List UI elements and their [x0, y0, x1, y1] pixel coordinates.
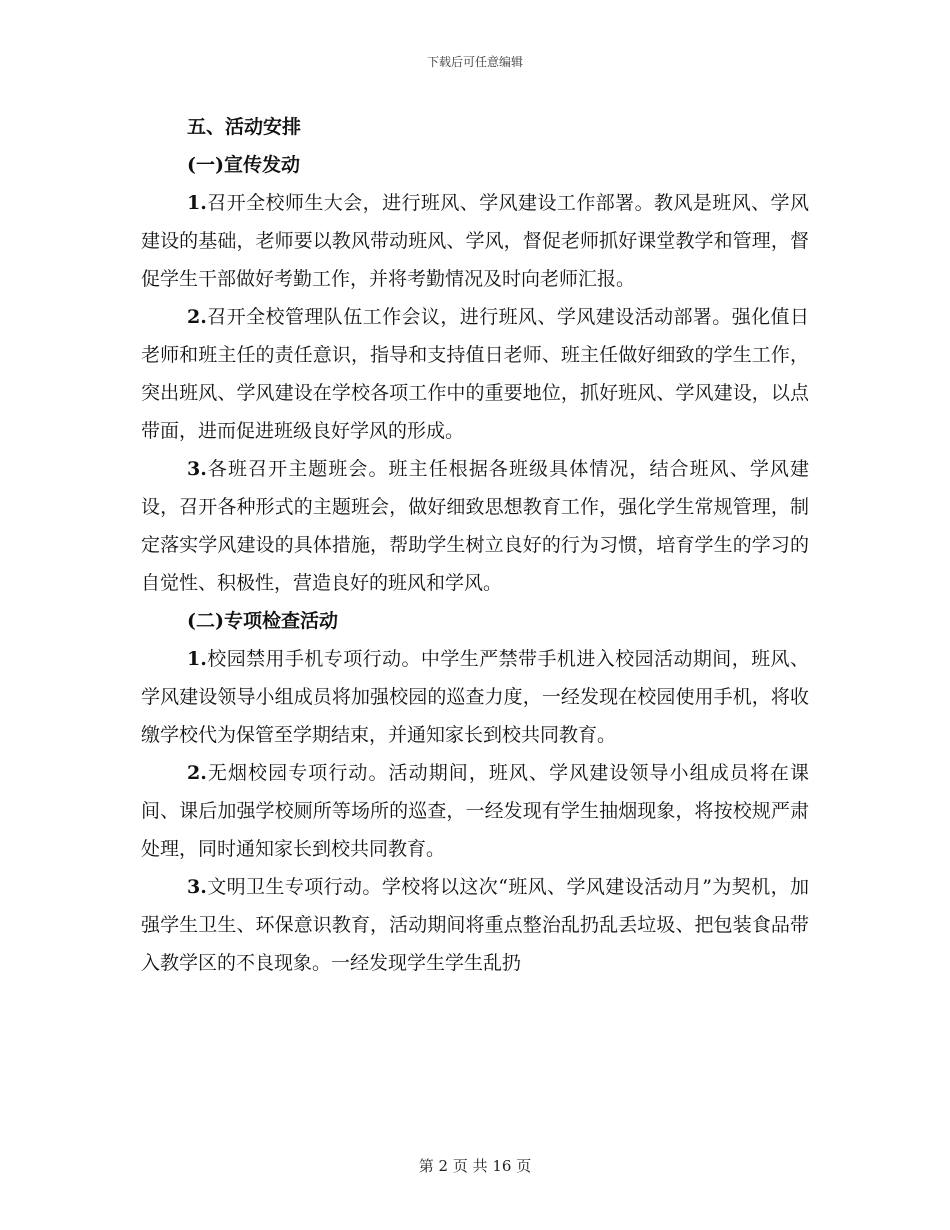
paragraph-1: [141, 184, 809, 298]
section-heading: 五、活动安排: [187, 116, 302, 138]
paragraph-6: [141, 868, 809, 982]
paragraph-2: [141, 298, 809, 450]
item-number: 2.: [187, 762, 207, 784]
paragraph-4: [141, 640, 809, 754]
item-number: 3.: [187, 458, 207, 480]
paragraph-text: 各班召开主题班会。班主任根据各班级具体情况，结合班风、学风建设，召开各种形式的主题班会，做好细致思想教育工作，强化学生常规管理，制定落实学风建设的具体措施，帮助学生树立良好的行为习惯，培育学生的学习的自觉性、积极性，营造良好的班风和学风。: [141, 458, 809, 594]
paragraph-text: 校园禁用手机专项行动。中学生严禁带手机进入校园活动期间，班风、学风建设领导小组成员将加强校园的巡查力度，一经发现在校园使用手机，将收缴学校代为保管至学期结束，并通知家长到校共同教育。: [141, 648, 809, 746]
item-number: 2.: [187, 306, 207, 328]
page-header: 下载后可任意编辑: [426, 55, 523, 69]
subsection-heading-1: (一)宣传发动: [187, 154, 300, 176]
paragraph-3: [141, 450, 809, 602]
paragraph-text: 文明卫生专项行动。学校将以这次“班风、学风建设活动月”为契机，加强学生卫生、环保意识教育，活动期间将重点整治乱扔乱丢垃圾、把包装食品带入教学区的不良现象。一经发现学生学生乱扔: [141, 876, 809, 974]
item-number: 1.: [187, 192, 207, 214]
paragraph-text: 召开全校管理队伍工作会议，进行班风、学风建设活动部署。强化值日老师和班主任的责任意识，指导和支持值日老师、班主任做好细致的学生工作，突出班风、学风建设在学校各项工作中的重要地位，抓好班风、学风建设，以点带面，进而促进班级良好学风的形成。: [141, 306, 809, 442]
paragraph-text: 无烟校园专项行动。活动期间，班风、学风建设领导小组成员将在课间、课后加强学校厕所等场所的巡查，一经发现有学生抽烟现象，将按校规严肃处理，同时通知家长到校共同教育。: [141, 762, 809, 860]
page-footer: 第 2 页 共 16 页: [418, 1157, 532, 1175]
paragraph-text: 召开全校师生大会，进行班风、学风建设工作部署。教风是班风、学风建设的基础，老师要以教风带动班风、学风，督促老师抓好课堂教学和管理，督促学生干部做好考勤工作，并将考勤情况及时向老师汇报。: [141, 192, 809, 290]
item-number: 1.: [187, 648, 207, 670]
subsection-heading-2: (二)专项检查活动: [187, 610, 338, 632]
document-body: [141, 108, 809, 982]
item-number: 3.: [187, 876, 207, 898]
paragraph-5: [141, 754, 809, 868]
